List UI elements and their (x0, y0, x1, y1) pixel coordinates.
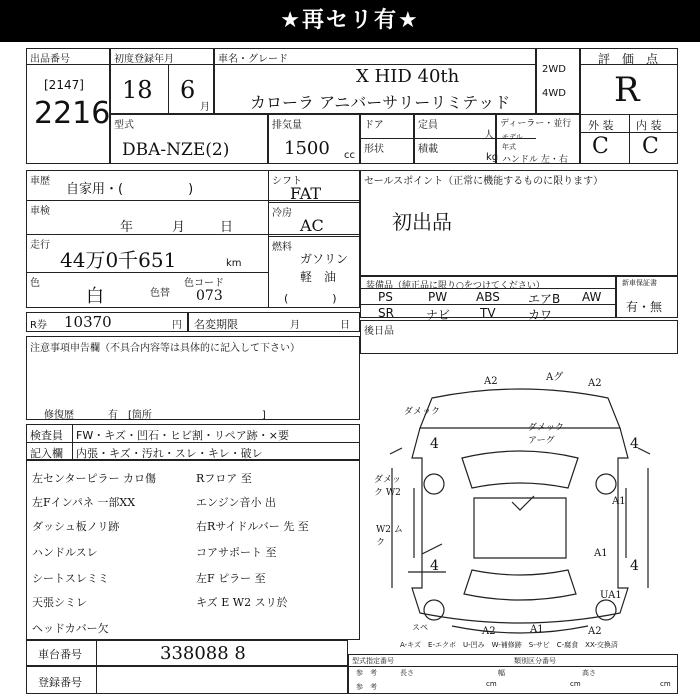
remark-11: コアサポート 至 (196, 546, 277, 559)
fuel-diesel: 軽 油 (300, 270, 337, 284)
color-code-value: 073 (196, 288, 223, 304)
legend-label: 記入欄 (30, 447, 63, 460)
shaken-day: 日 (220, 220, 234, 235)
diag-a1-bottom: A1 (530, 624, 544, 635)
interior-grade: C (642, 134, 659, 159)
mileage-value: 44万0千651 (60, 248, 177, 272)
equipment-label: 装備品（純正品に限り○をつけてください） (366, 281, 545, 291)
equip-tv: TV (480, 306, 496, 320)
first-reg-label: 初度登録年月 (114, 54, 174, 65)
width-label: 幅 (498, 669, 505, 677)
name-grade-label: 車名・グレード (218, 54, 288, 65)
remark-7: ヘッドカバー欠 (32, 622, 109, 635)
legend-line1: FW・キズ・凹石・ヒビ割・リペア跡・×要 (76, 429, 289, 442)
model-label: 型式 (114, 120, 134, 131)
inspector-label: 検査員 (30, 429, 63, 442)
diag-a2-bottom-left: A2 (482, 626, 496, 637)
km-unit: km (226, 258, 242, 269)
exterior-label: 外 装 (588, 119, 614, 132)
exterior-grade: C (592, 134, 609, 159)
diag-dent-w2: ダメック W2 (374, 475, 402, 498)
nc-month: 月 (290, 320, 300, 331)
category-label: 類別区分番号 (514, 657, 556, 665)
drive-2wd: 2WD (542, 64, 566, 75)
drive-box (536, 48, 580, 114)
damage-legend: A-キズ E-エクボ U-凹み W-補修跡 S-サビ C-腐食 XX-交換済 (400, 641, 618, 649)
diag-ag-top: Aグ (546, 372, 564, 383)
diag-4-rr: 4 (630, 558, 639, 574)
color-code-label: 色コード (184, 278, 224, 289)
length-label: 長さ (400, 669, 414, 677)
sales-point-value: 初出品 (392, 210, 452, 234)
diag-a2-top-left: A2 (484, 376, 498, 387)
diag-a1-mid: A1 (594, 548, 608, 559)
later-label: 後日品 (364, 326, 394, 337)
diag-4-fl: 4 (430, 436, 439, 452)
diag-dent-hood: ダメック アーグ (528, 423, 565, 446)
shaken-month: 月 (172, 220, 186, 235)
drive-4wd: 4WD (542, 88, 566, 99)
history-value: 自家用・( ) (66, 182, 194, 197)
displacement-value: 1500 (284, 138, 330, 159)
equip-aw: AW (582, 290, 602, 304)
door-label: ドア (364, 120, 384, 131)
auction-sheet (0, 42, 700, 700)
diag-a1-right: A1 (612, 496, 626, 507)
handle-label: ハンドル 左・右 (502, 155, 568, 165)
diag-a2-bottom-right: A2 (588, 626, 602, 637)
diag-4-rl: 4 (430, 558, 439, 574)
shaken-label: 車検 (30, 206, 50, 217)
chassis-value: 338088 8 (160, 643, 246, 664)
diag-4-fr: 4 (630, 436, 639, 452)
shape-label: 形状 (364, 144, 384, 155)
ac-value: AC (300, 216, 324, 235)
grade-line1: X HID 40th (356, 66, 460, 87)
remark-3: ダッシュ板ノリ跡 (32, 520, 120, 533)
load-label: 積載 (418, 144, 438, 155)
color-label: 色 (30, 278, 40, 289)
reg-month: 6 (180, 76, 196, 104)
chassis-label: 車台番号 (38, 648, 82, 661)
recycle-label: R券 (30, 320, 47, 331)
color-value: 白 (86, 286, 104, 307)
score-label: 評 価 点 (598, 52, 659, 66)
equip-pw: PW (428, 290, 448, 304)
equip-sr: SR (378, 306, 394, 320)
later-box (360, 320, 678, 354)
ac-label: 冷房 (272, 208, 292, 219)
lot-sub: [2147] (44, 78, 84, 92)
interior-label: 内 装 (636, 119, 662, 132)
kg-unit: kg (486, 152, 499, 163)
cm-1: cm (486, 680, 497, 688)
cc-unit: cc (344, 150, 355, 161)
model-value: DBA-NZE(2) (122, 140, 230, 160)
equip-navi: ナビ (426, 308, 451, 322)
diag-dent-front: ダメック (404, 407, 441, 417)
color-change-label: 色替 (150, 288, 170, 299)
month-unit: 月 (200, 102, 210, 113)
notice-label: 注意事項申告欄（不具合内容等は具体的に記入して下さい） (30, 343, 300, 354)
name-change-label: 名変期限 (194, 318, 238, 331)
type-approval-label: 型式指定番号 (352, 657, 394, 665)
sales-point-label: セールスポイント（正常に機能するものに限ります） (364, 176, 604, 187)
fuel-label: 燃料 (272, 242, 292, 253)
fuel-gas: ガソリン (300, 252, 349, 266)
lot-number: 2216 (34, 96, 111, 131)
warranty-value: 有・無 (626, 300, 663, 314)
person-unit: 人 (484, 130, 494, 141)
dealer-label: ディーラー・並行 (500, 119, 572, 129)
equip-leather: カワ (528, 308, 553, 322)
remark-9: エンジン音小 出 (196, 496, 276, 509)
remark-12: 左F ピラー 至 (196, 572, 266, 585)
repair-label: 修復歴 (44, 410, 74, 421)
remark-10: 右Rサイドルバー 先 至 (196, 520, 309, 533)
lot-label: 出品番号 (30, 54, 70, 65)
fuel-paren: ( ) (284, 292, 337, 305)
remark-4: ハンドルスレ (32, 546, 98, 559)
remark-8: Rフロア 至 (196, 472, 252, 485)
grade-line2: カローラ アニバーサリーリミテッド (250, 93, 511, 112)
mileage-label: 走行 (30, 240, 50, 251)
reg-year: 18 (122, 76, 153, 104)
reg-label: 登録番号 (38, 676, 82, 689)
history-label: 車歴 (30, 176, 50, 187)
height-label: 高さ (582, 669, 596, 677)
diag-spare: スペ (412, 623, 428, 632)
car-damage-diagram (362, 358, 678, 640)
shift-label: シフト (272, 176, 302, 187)
shift-value: FAT (290, 184, 322, 203)
remark-6: 天張シミレ (32, 596, 87, 609)
cm-3: cm (660, 680, 671, 688)
recycle-value: 10370 (64, 313, 112, 331)
re-auction-banner: ★再セリ有★ (0, 0, 700, 42)
spec-box (348, 654, 678, 694)
model-year-label: モデル年式 (502, 133, 523, 151)
legend-line2: 内張・キズ・汚れ・スレ・キレ・破レ (76, 447, 263, 460)
remark-13: キズ E W2 スリ於 (196, 596, 288, 609)
remark-2: 左Fインパネ 一部XX (32, 496, 136, 509)
diag-w2-muku: W2 ムク (376, 525, 403, 548)
capacity-label: 定員 (418, 120, 438, 131)
equip-abs: ABS (476, 290, 500, 304)
cm-2: cm (570, 680, 581, 688)
nc-day: 日 (340, 320, 350, 331)
diag-a2-top-right: A2 (588, 378, 602, 389)
equip-airbag: エアB (528, 292, 561, 306)
equip-ps: PS (378, 290, 393, 304)
remark-1: 左センターピラー カロ傷 (32, 472, 157, 485)
remark-5: シートスレミミ (32, 572, 109, 585)
warranty-label: 新車保証書 (622, 279, 657, 287)
displacement-label: 排気量 (272, 120, 302, 131)
note-label-2: 参 考 (356, 683, 377, 691)
note-label-1: 参 考 (356, 669, 377, 677)
score-value: R (614, 70, 640, 110)
diag-ua1: UA1 (600, 590, 622, 601)
shaken-year: 年 (120, 220, 134, 235)
yen-unit: 円 (172, 320, 182, 331)
repair-value: 有 [箇所 ] (108, 410, 266, 421)
